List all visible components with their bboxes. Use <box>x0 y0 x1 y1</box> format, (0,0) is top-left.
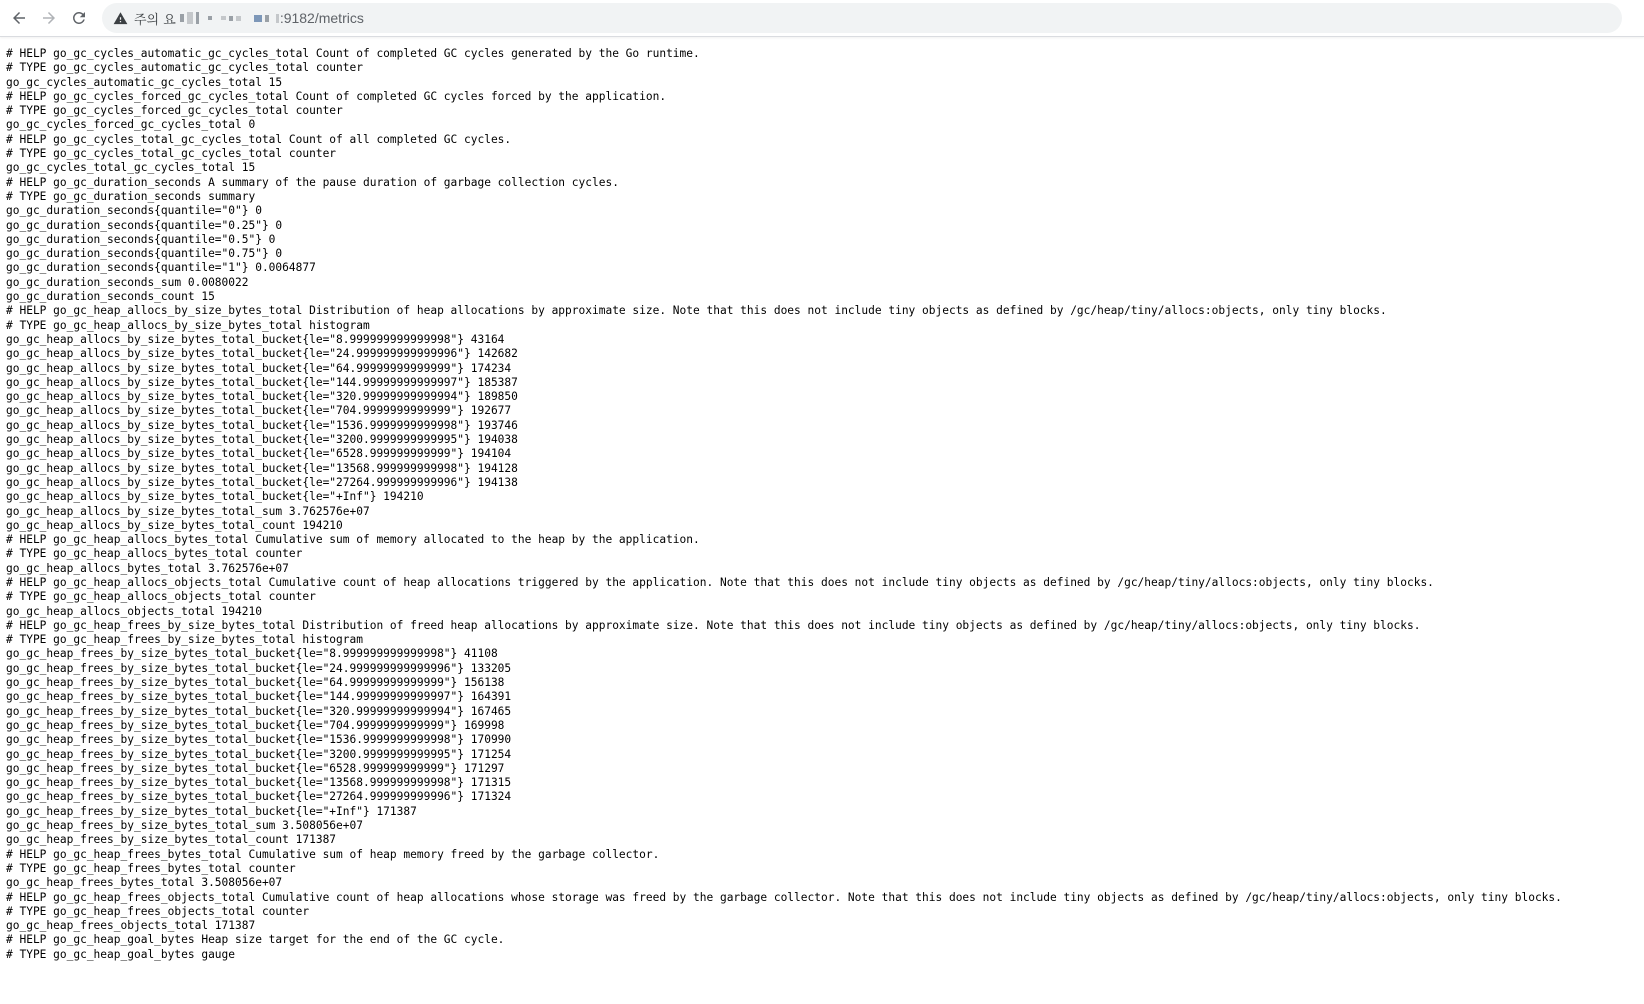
metric-line: # TYPE go_gc_heap_frees_bytes_total counter <box>6 861 296 875</box>
metric-line: go_gc_duration_seconds{quantile="0"} 0 <box>6 204 262 218</box>
metric-line: # TYPE go_gc_duration_seconds summary <box>6 189 256 203</box>
address-bar[interactable] <box>102 3 1622 33</box>
metric-line: go_gc_heap_allocs_by_size_bytes_total_bucket{le="144.99999999999997"} 185387 <box>6 375 518 389</box>
metric-line: go_gc_heap_frees_by_size_bytes_total_bucket{le="6528.999999999999"} 171297 <box>6 761 505 775</box>
url-path[interactable]: :9182/metrics <box>279 10 364 26</box>
security-label[interactable]: 주의 요 <box>134 12 176 28</box>
back-button[interactable] <box>6 5 32 31</box>
metric-line: go_gc_heap_frees_by_size_bytes_total_bucket{le="704.9999999999999"} 169998 <box>6 718 505 732</box>
metric-line: go_gc_heap_frees_by_size_bytes_total_bucket{le="+Inf"} 171387 <box>6 804 417 818</box>
metric-line: go_gc_heap_frees_by_size_bytes_total_bucket{le="8.999999999999998"} 41108 <box>6 647 498 661</box>
metric-line: go_gc_heap_allocs_by_size_bytes_total_bucket{le="64.99999999999999"} 174234 <box>6 361 512 375</box>
metric-line: go_gc_cycles_automatic_gc_cycles_total 15 <box>6 75 283 89</box>
reload-button[interactable] <box>66 5 92 31</box>
metric-line: go_gc_heap_frees_by_size_bytes_total_bucket{le="3200.9999999999995"} 171254 <box>6 747 512 761</box>
browser-toolbar <box>0 0 1644 37</box>
metric-line: go_gc_heap_allocs_bytes_total 3.762576e+07 <box>6 561 289 575</box>
redacted-host <box>180 11 279 25</box>
metric-line: # HELP go_gc_cycles_automatic_gc_cycles_total Count of completed GC cycles generated by the Go runtime. <box>6 47 700 60</box>
metric-line: go_gc_heap_allocs_by_size_bytes_total_bucket{le="704.9999999999999"} 192677 <box>6 404 512 418</box>
back-arrow-icon <box>10 9 28 27</box>
metric-line: go_gc_heap_allocs_by_size_bytes_total_count 194210 <box>6 518 343 532</box>
metric-line: go_gc_cycles_total_gc_cycles_total 15 <box>6 161 256 175</box>
metric-line: # TYPE go_gc_cycles_total_gc_cycles_total counter <box>6 147 337 161</box>
metric-line: go_gc_heap_allocs_by_size_bytes_total_bucket{le="8.999999999999998"} 43164 <box>6 332 505 346</box>
metric-line: go_gc_heap_allocs_by_size_bytes_total_bucket{le="3200.9999999999995"} 194038 <box>6 433 518 447</box>
metric-line: # TYPE go_gc_heap_frees_objects_total counter <box>6 904 310 918</box>
metric-line: # HELP go_gc_heap_allocs_objects_total Cumulative count of heap allocations triggered by the application. Note that this does not include tiny objects as defined by /gc/heap/tiny/allocs:objects, only tiny blocks. <box>6 575 1434 589</box>
metric-line: # HELP go_gc_cycles_total_gc_cycles_total Count of all completed GC cycles. <box>6 132 512 146</box>
metric-line: go_gc_duration_seconds{quantile="0.75"} 0 <box>6 247 283 261</box>
metric-line: # TYPE go_gc_heap_goal_bytes gauge <box>6 947 236 961</box>
metric-line: # TYPE go_gc_heap_frees_by_size_bytes_total histogram <box>6 633 363 647</box>
metric-line: # HELP go_gc_heap_frees_objects_total Cumulative count of heap allocations whose storage was freed by the garbage collector. Note that this does not include tiny objects as defined by /gc/heap/tiny/allocs:objects, only tiny blocks. <box>6 890 1562 904</box>
metric-line: go_gc_heap_frees_by_size_bytes_total_bucket{le="144.99999999999997"} 164391 <box>6 690 512 704</box>
metric-line: go_gc_duration_seconds_count 15 <box>6 290 215 304</box>
metric-line: go_gc_heap_frees_by_size_bytes_total_bucket{le="24.999999999999996"} 133205 <box>6 661 512 675</box>
metric-line: # HELP go_gc_heap_frees_bytes_total Cumulative sum of heap memory freed by the garbage collector. <box>6 847 660 861</box>
forward-arrow-icon <box>40 9 58 27</box>
metric-line: # HELP go_gc_heap_allocs_bytes_total Cumulative sum of memory allocated to the heap by the application. <box>6 533 700 547</box>
metric-line: # TYPE go_gc_heap_allocs_by_size_bytes_total histogram <box>6 318 370 332</box>
forward-button[interactable] <box>36 5 62 31</box>
metric-line: # HELP go_gc_heap_frees_by_size_bytes_total Distribution of freed heap allocations by approximate size. Note that this does not include tiny objects as defined by /gc/heap/tiny/allocs:objects, only tiny blocks. <box>6 618 1421 632</box>
metric-line: go_gc_heap_frees_by_size_bytes_total_bucket{le="27264.999999999996"} 171324 <box>6 790 512 804</box>
metric-line: # HELP go_gc_cycles_forced_gc_cycles_total Count of completed GC cycles forced by the application. <box>6 89 667 103</box>
metric-line: go_gc_heap_frees_by_size_bytes_total_bucket{le="64.99999999999999"} 156138 <box>6 676 505 690</box>
metric-line: go_gc_heap_frees_by_size_bytes_total_bucket{le="1536.9999999999998"} 170990 <box>6 733 512 747</box>
metric-line: go_gc_heap_allocs_by_size_bytes_total_bucket{le="6528.999999999999"} 194104 <box>6 447 512 461</box>
metric-line: go_gc_heap_allocs_by_size_bytes_total_bucket{le="1536.9999999999998"} 193746 <box>6 418 518 432</box>
metric-line: # HELP go_gc_duration_seconds A summary of the pause duration of garbage collection cycles. <box>6 175 619 189</box>
metric-line: go_gc_heap_allocs_by_size_bytes_total_bucket{le="320.99999999999994"} 189850 <box>6 390 518 404</box>
metric-line: go_gc_heap_frees_by_size_bytes_total_bucket{le="320.99999999999994"} 167465 <box>6 704 512 718</box>
metric-line: go_gc_heap_frees_by_size_bytes_total_sum 3.508056e+07 <box>6 819 363 833</box>
metric-line: # HELP go_gc_heap_allocs_by_size_bytes_total Distribution of heap allocations by approximate size. Note that this does not include tiny objects as defined by /gc/heap/tiny/allocs:objects, only tiny blocks. <box>6 304 1387 318</box>
metric-line: go_gc_duration_seconds{quantile="1"} 0.0064877 <box>6 261 316 275</box>
metric-line: go_gc_heap_allocs_by_size_bytes_total_bucket{le="27264.999999999996"} 194138 <box>6 475 518 489</box>
metric-line: go_gc_heap_allocs_objects_total 194210 <box>6 604 262 618</box>
metric-line: go_gc_heap_frees_objects_total 171387 <box>6 919 256 933</box>
metric-line: go_gc_heap_allocs_by_size_bytes_total_bucket{le="24.999999999999996"} 142682 <box>6 347 518 361</box>
metric-line: go_gc_duration_seconds{quantile="0.25"} 0 <box>6 218 283 232</box>
metric-line: go_gc_heap_frees_by_size_bytes_total_bucket{le="13568.999999999998"} 171315 <box>6 776 512 790</box>
reload-icon <box>70 9 88 27</box>
warning-triangle-icon <box>113 11 128 26</box>
metric-line: go_gc_heap_allocs_by_size_bytes_total_bucket{le="13568.999999999998"} 194128 <box>6 461 518 475</box>
metric-line: go_gc_duration_seconds_sum 0.0080022 <box>6 275 249 289</box>
metric-line: go_gc_duration_seconds{quantile="0.5"} 0 <box>6 232 276 246</box>
metric-line: go_gc_heap_allocs_by_size_bytes_total_sum 3.762576e+07 <box>6 504 370 518</box>
metric-line: go_gc_cycles_forced_gc_cycles_total 0 <box>6 118 256 132</box>
metric-line: go_gc_heap_frees_bytes_total 3.508056e+07 <box>6 876 283 890</box>
metric-line: # TYPE go_gc_cycles_forced_gc_cycles_total counter <box>6 104 343 118</box>
metric-line: # TYPE go_gc_heap_allocs_bytes_total counter <box>6 547 303 561</box>
security-indicator[interactable] <box>113 11 128 26</box>
metric-line: # TYPE go_gc_cycles_automatic_gc_cycles_total counter <box>6 61 363 75</box>
metric-line: go_gc_heap_frees_by_size_bytes_total_count 171387 <box>6 833 337 847</box>
metric-line: go_gc_heap_allocs_by_size_bytes_total_bucket{le="+Inf"} 194210 <box>6 490 424 504</box>
metric-line: # HELP go_gc_heap_goal_bytes Heap size target for the end of the GC cycle. <box>6 933 505 947</box>
metrics-text <box>6 47 1636 962</box>
metric-line: # TYPE go_gc_heap_allocs_objects_total counter <box>6 590 316 604</box>
